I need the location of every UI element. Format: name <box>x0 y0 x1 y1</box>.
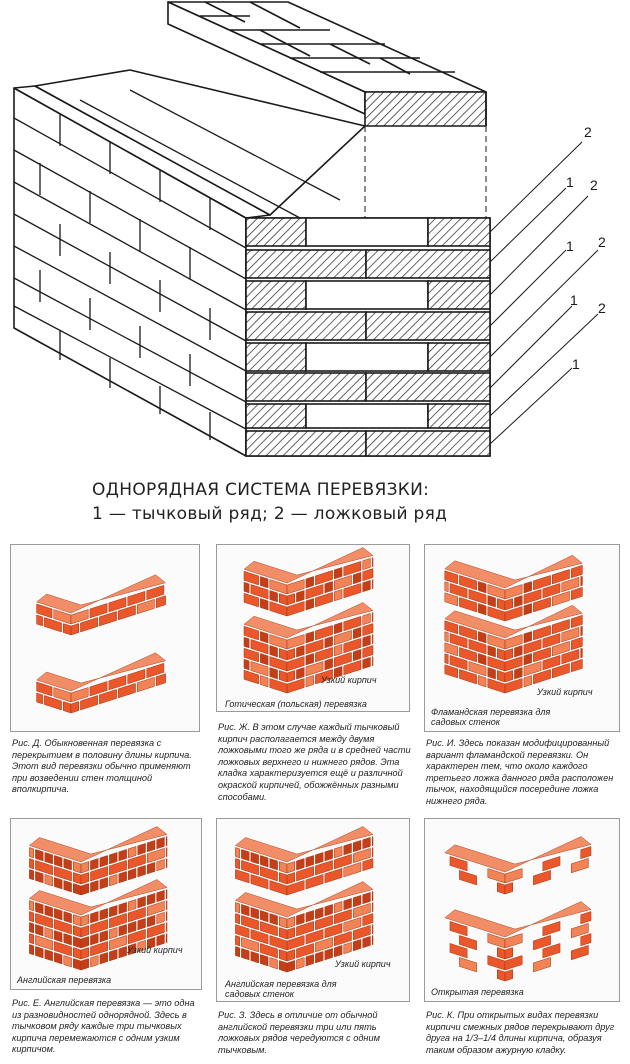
brick <box>45 874 53 885</box>
brick <box>81 862 89 873</box>
brick <box>325 581 333 592</box>
brick <box>270 668 278 679</box>
brick <box>279 671 287 682</box>
brick <box>260 631 268 642</box>
brick <box>514 646 522 657</box>
figure-i-description: Рис. И. Здесь показан модифицированный вариант фламандской перевязки. Он характерен тем, что около каждого третьего ложка данного ряда расположен тычок, находящийся посередине ложка нижнего ряда. <box>426 738 614 806</box>
brick <box>445 632 448 642</box>
brick <box>353 939 361 950</box>
brick <box>54 855 62 866</box>
brick <box>363 892 371 903</box>
brick <box>235 859 239 869</box>
brick <box>571 565 582 578</box>
brick <box>334 622 342 633</box>
figure-z-image <box>216 818 410 1002</box>
brick <box>90 859 98 870</box>
brick <box>306 855 314 866</box>
brick <box>445 593 458 606</box>
brick <box>241 849 249 860</box>
brick <box>244 659 249 670</box>
brick <box>353 895 361 906</box>
brick <box>71 624 79 635</box>
brick <box>372 903 373 912</box>
brick <box>279 961 287 972</box>
brick <box>287 671 295 682</box>
brick <box>73 873 81 884</box>
brick <box>81 937 89 948</box>
brick <box>81 959 89 970</box>
brick <box>372 613 373 622</box>
brick <box>488 668 496 679</box>
brick <box>119 871 127 882</box>
brick <box>251 852 259 863</box>
brick <box>73 948 81 959</box>
brick <box>581 648 583 658</box>
brick <box>244 637 249 648</box>
brick <box>571 858 588 873</box>
brick <box>459 957 476 972</box>
figure-i-callout: Узкий кирпич <box>537 687 593 697</box>
brick <box>372 635 373 644</box>
brick <box>100 877 108 888</box>
brick <box>296 958 304 969</box>
brick <box>119 946 127 957</box>
brick <box>344 898 352 909</box>
brick <box>287 928 295 939</box>
diagram-label-1c: 1 <box>570 292 578 308</box>
brick <box>296 591 304 602</box>
figure-zh-callout: Узкий кирпич <box>321 675 377 685</box>
brick <box>235 914 239 924</box>
brick <box>306 653 314 664</box>
brick <box>505 970 513 981</box>
figure-e-callout: Узкий кирпич <box>127 945 183 955</box>
brick <box>63 624 71 635</box>
brick <box>156 596 165 608</box>
brick <box>325 904 333 915</box>
brick <box>35 924 43 935</box>
brick <box>119 924 127 935</box>
brick <box>571 637 582 650</box>
brick <box>109 927 117 938</box>
brick <box>296 914 304 925</box>
brick <box>478 675 486 686</box>
brick <box>90 912 98 923</box>
brick <box>81 915 89 926</box>
brick <box>363 657 371 668</box>
brick <box>488 596 496 607</box>
brick <box>445 621 458 634</box>
brick <box>363 936 371 947</box>
brick <box>64 859 72 870</box>
brick <box>287 950 295 961</box>
brick <box>147 862 155 873</box>
brick <box>287 873 295 884</box>
brick <box>363 624 373 636</box>
brick <box>571 587 582 600</box>
figure-zh-image <box>216 544 410 712</box>
brick <box>445 643 458 656</box>
brick <box>497 599 505 610</box>
brick <box>353 627 361 638</box>
brick <box>100 952 108 963</box>
brick <box>109 949 117 960</box>
brick <box>64 934 72 945</box>
brick <box>334 589 342 600</box>
brick <box>81 948 89 959</box>
brick <box>315 852 323 863</box>
brick <box>54 930 62 941</box>
brick <box>505 671 513 682</box>
brick <box>128 846 136 857</box>
brick <box>73 915 81 926</box>
brick <box>73 937 81 948</box>
brick <box>270 859 278 870</box>
brick <box>372 580 373 589</box>
brick <box>505 649 513 660</box>
brick <box>64 956 72 967</box>
diagram-label-2a: 2 <box>584 124 592 140</box>
brick <box>524 631 532 642</box>
brick <box>363 613 371 624</box>
single-row-bonding-diagram <box>0 0 630 470</box>
brick <box>166 912 167 921</box>
brick <box>497 948 505 959</box>
brick <box>505 948 513 959</box>
top-section-brick <box>365 92 486 126</box>
brick <box>372 936 373 945</box>
brick <box>306 910 314 921</box>
figure-d-description: Рис. Д. Обыкновенная перевязка с перекрытием в половину длины кирпича. Этот вид перевязки обычно применяют при возведении стен толщиной вполкирпича. <box>12 738 192 795</box>
brick <box>306 631 314 642</box>
brick <box>372 837 373 846</box>
brick <box>306 675 314 686</box>
brick <box>45 852 53 863</box>
brick <box>325 849 333 860</box>
brick <box>73 926 81 937</box>
brick <box>279 594 287 605</box>
brick <box>363 558 371 569</box>
figure-zh-label: Готическая (польская) перевязка <box>225 699 367 709</box>
brick <box>296 859 304 870</box>
brick <box>279 873 287 884</box>
brick <box>29 912 33 922</box>
brick <box>497 970 505 981</box>
brick <box>64 912 72 923</box>
figure-e-label: Английская перевязка <box>17 975 112 985</box>
brick <box>325 636 333 647</box>
brick <box>279 950 287 961</box>
brick <box>138 865 146 876</box>
brick <box>315 951 323 962</box>
brick <box>363 569 373 581</box>
brick <box>81 873 89 884</box>
brick <box>445 654 448 664</box>
brick <box>244 582 249 593</box>
brick <box>29 848 33 858</box>
brick <box>147 893 155 904</box>
brick <box>45 949 53 960</box>
brick <box>241 948 249 959</box>
diagram-label-2c: 2 <box>598 234 606 250</box>
figure-i-image <box>424 544 620 732</box>
brick <box>90 956 98 967</box>
brick <box>241 904 249 915</box>
brick <box>157 859 165 870</box>
brick <box>445 665 458 678</box>
diagram-label-2b: 2 <box>590 177 598 193</box>
brick <box>279 649 287 660</box>
brick <box>372 848 373 857</box>
brick <box>581 626 583 636</box>
brick <box>325 658 333 669</box>
brick <box>235 903 239 913</box>
brick <box>260 954 268 965</box>
brick <box>109 905 117 916</box>
figure-e-image <box>10 818 202 990</box>
brick <box>372 558 373 567</box>
brick <box>543 921 560 936</box>
figure-k-description: Рис. К. При открытых видах перевязки кирпичи смежных рядов перекрывают друг друга на 1/3–1/4 длины кирпича, образуя таким образом ажурную кладку. <box>426 1010 615 1055</box>
brick <box>315 907 323 918</box>
brick <box>100 908 108 919</box>
brick <box>63 702 71 713</box>
brick <box>363 914 373 926</box>
brick <box>37 615 43 626</box>
brick <box>497 671 505 682</box>
brick <box>73 959 81 970</box>
brick <box>514 596 522 607</box>
diagram-label-1a: 1 <box>566 174 574 190</box>
brick <box>344 843 352 854</box>
brick <box>279 928 287 939</box>
brick <box>505 883 513 894</box>
brick <box>260 653 268 664</box>
brick <box>29 934 33 944</box>
brick <box>109 874 117 885</box>
brick <box>260 910 268 921</box>
brick <box>29 901 33 911</box>
brick <box>29 859 33 869</box>
brick <box>147 840 155 851</box>
brick <box>533 957 550 972</box>
brick <box>251 951 259 962</box>
brick <box>571 659 582 672</box>
brick <box>156 674 165 686</box>
brick <box>35 902 43 913</box>
brick <box>478 653 486 664</box>
brick <box>71 702 79 713</box>
brick <box>581 576 583 586</box>
brick <box>166 934 167 943</box>
brick <box>279 862 287 873</box>
brick <box>533 870 550 885</box>
brick <box>260 598 268 609</box>
figure-z-label: Английская перевязка для садовых стенок <box>225 979 337 999</box>
figure-i-label: Фламандская перевязка для садовых стенок <box>431 707 551 727</box>
brick <box>81 884 89 895</box>
brick <box>325 948 333 959</box>
brick <box>90 881 98 892</box>
brick <box>157 912 165 923</box>
brick <box>581 912 591 924</box>
brick <box>363 837 371 848</box>
brick <box>497 883 505 894</box>
brick <box>157 890 165 901</box>
brick <box>581 934 591 946</box>
figure-k-label: Открытая перевязка <box>431 987 524 997</box>
brick <box>54 877 62 888</box>
brick <box>306 954 314 965</box>
brick <box>363 580 371 591</box>
brick <box>138 896 146 907</box>
figure-z-description: Рис. З. Здесь в отличие от обычной английской перевязки три или пять ложковых рядов чередуются с одним тычковым. <box>218 1010 380 1055</box>
brick <box>488 646 496 657</box>
brick <box>128 899 136 910</box>
brick <box>478 603 486 614</box>
brick <box>524 675 532 686</box>
brick <box>478 631 486 642</box>
brick <box>166 901 167 910</box>
brick <box>29 870 33 880</box>
brick <box>270 646 278 657</box>
brick <box>478 581 486 592</box>
brick <box>505 599 513 610</box>
brick <box>147 915 155 926</box>
brick <box>306 576 314 587</box>
figure-z-callout: Узкий кирпич <box>335 959 391 969</box>
brick <box>73 862 81 873</box>
brick <box>166 923 167 932</box>
brick <box>260 675 268 686</box>
figure-zh-description: Рис. Ж. В этом случае каждый тычковый кирпич располагается между двумя ложковыми того же ряда и в средней части ложковых верхнего и нижнего рядов. Эта кладка характеризуется ещё и различной окраской кирпичей, обожжённых разными способами. <box>218 722 411 802</box>
brick <box>35 871 43 882</box>
brick <box>287 594 295 605</box>
brick <box>235 936 239 946</box>
brick <box>279 917 287 928</box>
figure-e-description: Рис. Е. Английская перевязка — это одна из разновидностей однорядной. Здесь в тычковом ряду каждые три тычковых кирпича перемежаются с одним узким кирпичом. <box>12 998 195 1055</box>
caption-title: ОДНОРЯДНАЯ СИСТЕМА ПЕРЕВЯЗКИ: <box>92 480 430 500</box>
brick <box>287 961 295 972</box>
brick <box>260 855 268 866</box>
brick <box>287 917 295 928</box>
brick <box>353 572 361 583</box>
brick <box>445 582 448 592</box>
brick <box>166 890 167 899</box>
figure-d-image <box>10 544 200 732</box>
brick <box>334 644 342 655</box>
brick <box>119 902 127 913</box>
brick <box>81 926 89 937</box>
brick <box>157 837 165 848</box>
brick <box>571 945 588 960</box>
brick <box>334 567 342 578</box>
brick <box>524 581 532 592</box>
brick <box>363 635 371 646</box>
brick <box>260 576 268 587</box>
brick <box>372 925 373 934</box>
brick <box>270 591 278 602</box>
brick <box>35 946 43 957</box>
diagram-label-2d: 2 <box>598 300 606 316</box>
brick <box>287 862 295 873</box>
brick <box>166 859 167 868</box>
brick <box>344 942 352 953</box>
brick <box>37 693 43 704</box>
brick <box>296 646 304 657</box>
brick <box>353 649 361 660</box>
brick <box>353 840 361 851</box>
brick <box>270 914 278 925</box>
brick <box>29 923 33 933</box>
brick <box>287 649 295 660</box>
brick <box>166 837 167 846</box>
brick <box>334 846 342 857</box>
brick <box>29 945 33 955</box>
brick <box>235 848 239 858</box>
brick <box>128 868 136 879</box>
brick <box>524 653 532 664</box>
diagram-label-1d: 1 <box>572 356 580 372</box>
brick <box>363 859 373 871</box>
brick <box>363 646 373 658</box>
brick <box>459 870 476 885</box>
brick <box>64 881 72 892</box>
brick <box>514 668 522 679</box>
brick <box>45 927 53 938</box>
brick <box>235 925 249 938</box>
brick <box>372 657 373 666</box>
brick <box>73 884 81 895</box>
brick <box>334 945 342 956</box>
brick <box>445 571 458 584</box>
brick <box>524 603 532 614</box>
brick <box>372 892 373 901</box>
brick <box>571 615 582 628</box>
brick <box>296 668 304 679</box>
brick <box>54 952 62 963</box>
brick <box>235 947 239 957</box>
brick <box>100 855 108 866</box>
brick <box>138 843 146 854</box>
brick <box>270 958 278 969</box>
brick <box>45 905 53 916</box>
brick <box>306 598 314 609</box>
brick <box>119 849 127 860</box>
brick <box>54 908 62 919</box>
diagram-label-1b: 1 <box>566 238 574 254</box>
brick <box>128 921 136 932</box>
brick <box>251 907 259 918</box>
caption-legend: 1 — тычковый ряд; 2 — ложковый ряд <box>92 504 448 524</box>
brick <box>90 934 98 945</box>
brick <box>138 918 146 929</box>
brick <box>581 847 591 859</box>
brick <box>100 930 108 941</box>
brick <box>235 870 249 883</box>
figure-k-image <box>424 818 620 1002</box>
brick <box>543 856 560 871</box>
brick <box>497 649 505 660</box>
brick <box>109 852 117 863</box>
brick <box>35 849 43 860</box>
brick <box>334 901 342 912</box>
brick <box>166 848 167 857</box>
diagram-caption <box>92 478 572 526</box>
